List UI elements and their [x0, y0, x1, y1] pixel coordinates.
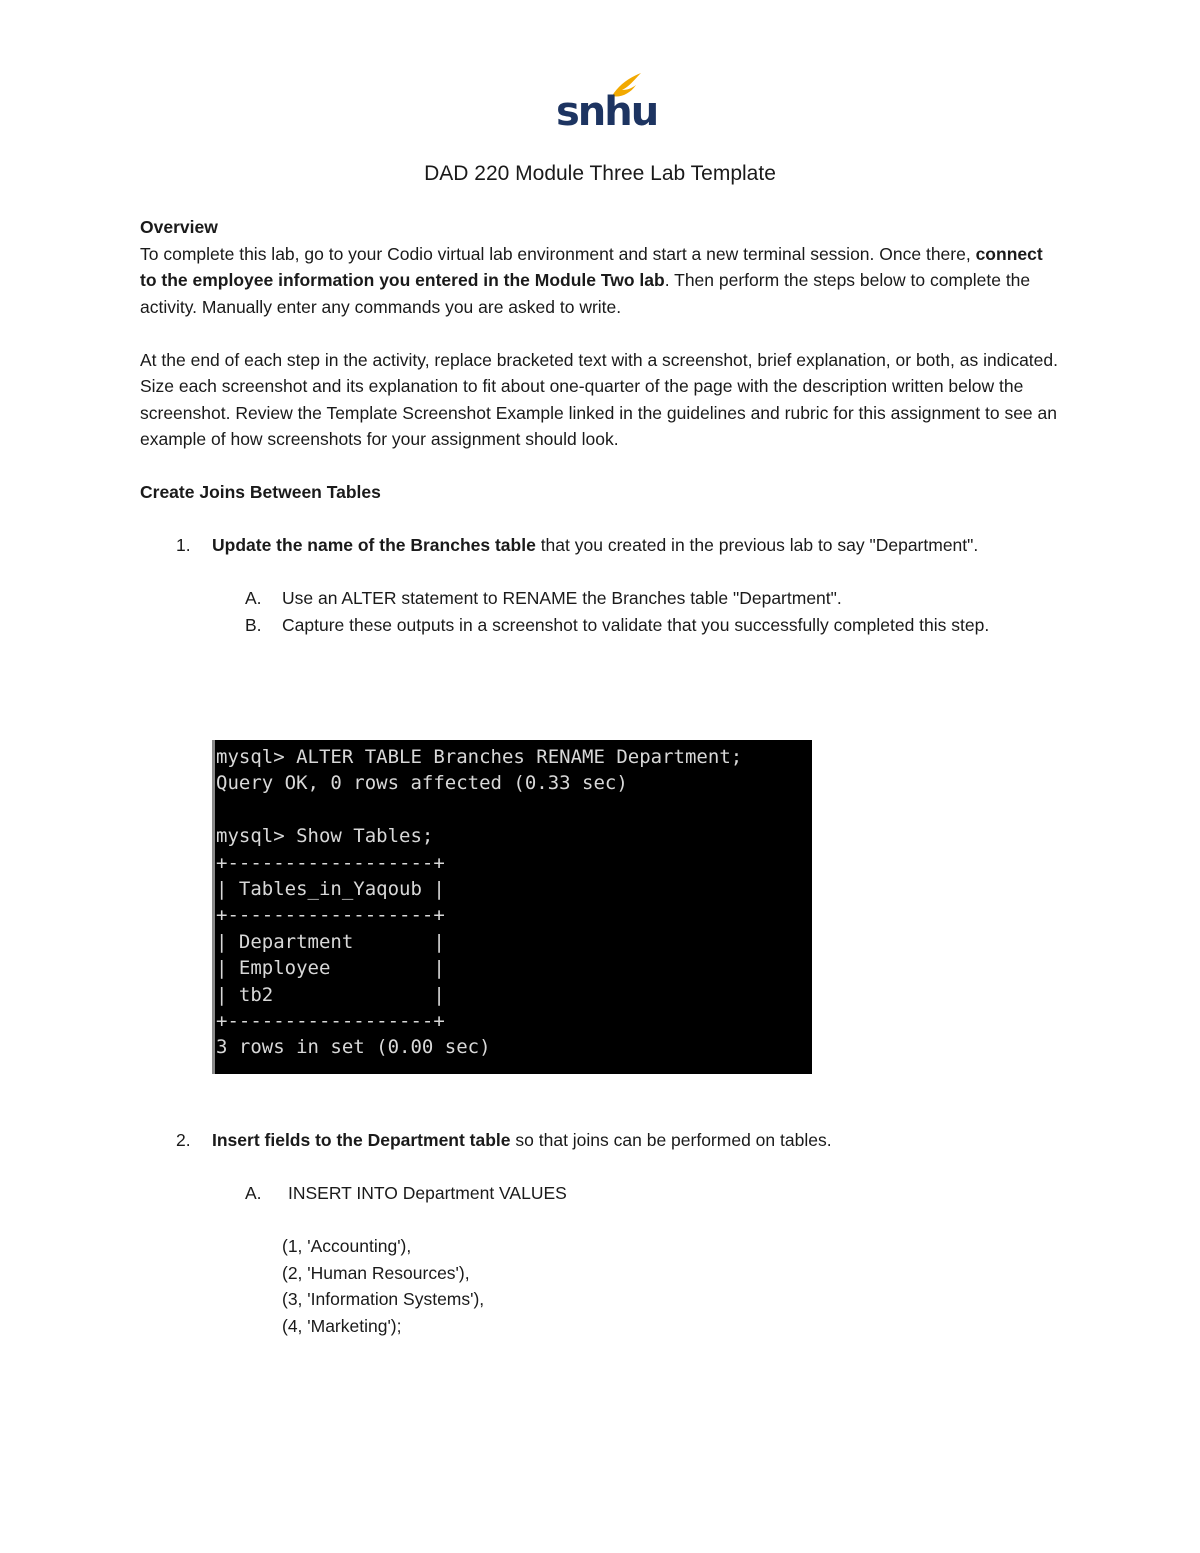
step-1-text [212, 532, 1060, 559]
overview-text-b: . Then perform the steps below to complete the activity. Manually enter any commands you are asked to write. [140, 270, 1031, 317]
step-2-text [212, 1127, 1060, 1154]
step-1 [140, 532, 1060, 559]
insert-value-line: (4, 'Marketing'); [282, 1315, 402, 1336]
step-1-rest: that you created in the previous lab to say "Department". [535, 535, 979, 555]
logo-wordmark: snhu [556, 89, 658, 135]
terminal-line: | tb2 | [216, 983, 445, 1006]
terminal-line: 3 rows in set (0.00 sec) [216, 1036, 491, 1059]
overview-paragraph-1 [140, 241, 1060, 321]
terminal-line: +------------------+ [216, 1010, 445, 1033]
overview-text-bold: connect to the employee information you entered in the Module Two lab [140, 243, 1043, 290]
overview-text-a: To complete this lab, go to your Codio virtual lab environment and start a new terminal session. Once there, [140, 243, 976, 264]
step-1-b-text: Capture these outputs in a screenshot to validate that you successfully completed this step. [282, 614, 990, 635]
terminal-line: | Tables_in_Yaqoub | [216, 878, 445, 901]
document-body-lower [140, 1127, 1060, 1339]
section-heading: Create Joins Between Tables [140, 482, 381, 502]
step-2-rest: so that joins can be performed on tables. [510, 1130, 832, 1150]
terminal-screenshot [212, 740, 812, 1074]
overview-heading: Overview [140, 217, 218, 237]
terminal-line [216, 797, 812, 823]
step-1-a-letter: A. [245, 588, 262, 608]
step-1-a-text: Use an ALTER statement to RENAME the Branches table "Department". [282, 588, 842, 608]
overview-paragraph-2: At the end of each step in the activity, replace bracketed text with a screenshot, brief explanation, or both, as indicated. Size each screenshot and its explanation to fit about one-quarter of the page with the description written below the screenshot. Review the Template Screenshot Example linked in the guidelines and rubric for this assignment to see an example of how screenshots for your assignment should look. [140, 349, 1058, 449]
document-body [140, 214, 1060, 638]
step-1-sub-a [140, 585, 1060, 612]
step-2-a-text: INSERT INTO Department VALUES [288, 1183, 567, 1203]
step-2 [140, 1127, 1060, 1154]
terminal-line: | Employee | [216, 957, 445, 980]
terminal-line: | Department | [216, 930, 445, 953]
terminal-line: mysql> Show Tables; [216, 825, 434, 848]
step-1-bold: Update the name of the Branches table [212, 535, 536, 555]
step-1-sub-b [140, 612, 1060, 639]
insert-value-line: (1, 'Accounting'), [282, 1236, 412, 1256]
insert-value-line: (3, 'Information Systems'), [282, 1289, 485, 1309]
step-1-b-letter: B. [245, 614, 262, 635]
terminal-line: Query OK, 0 rows affected (0.33 sec) [216, 772, 628, 795]
terminal-line: +------------------+ [216, 904, 445, 927]
snhu-logo [556, 72, 658, 136]
step-2-sub-a [140, 1180, 1060, 1207]
step-2-bold: Insert fields to the Department table [212, 1130, 511, 1150]
step-2-number: 2. [176, 1130, 191, 1150]
page-title: DAD 220 Module Three Lab Template [424, 162, 776, 185]
step-2-a-letter: A. [245, 1183, 262, 1203]
insert-values-list [140, 1233, 1060, 1339]
insert-value-line: (2, 'Human Resources'), [282, 1262, 470, 1283]
terminal-line: mysql> ALTER TABLE Branches RENAME Department; [216, 746, 743, 768]
step-1-number: 1. [176, 535, 191, 555]
terminal-line: +------------------+ [216, 851, 445, 874]
